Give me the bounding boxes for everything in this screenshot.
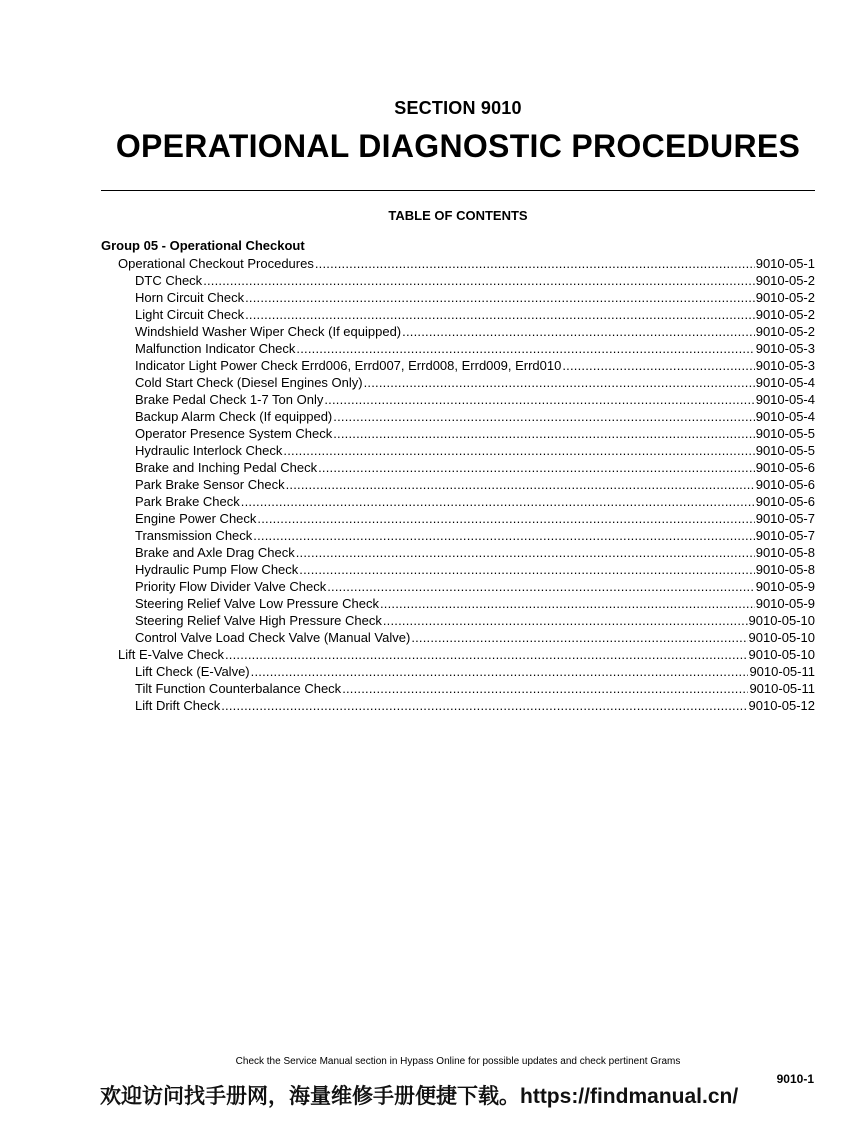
toc-entry-title: Park Brake Sensor Check [135, 477, 285, 492]
toc-entry-title: Park Brake Check [135, 494, 240, 509]
toc-dot-leader [333, 408, 754, 425]
toc-dot-leader [286, 476, 755, 493]
toc-entry[interactable] [101, 578, 815, 595]
toc-entry[interactable] [101, 527, 815, 544]
toc-entry-title: Indicator Light Power Check Errd006, Errd007, Errd008, Errd009, Errd010 [135, 358, 562, 373]
toc-dot-leader [318, 459, 755, 476]
toc-entry-page: 9010-05-2 [755, 273, 815, 288]
toc-entry[interactable] [101, 663, 815, 680]
toc-entry-title: Operator Presence System Check [135, 426, 333, 441]
toc-entry-page: 9010-05-9 [755, 579, 815, 594]
toc-dot-leader [342, 680, 748, 697]
toc-entry-page: 9010-05-11 [749, 681, 815, 696]
toc-entry-page: 9010-05-12 [748, 698, 815, 713]
toc-dot-leader [562, 357, 754, 374]
toc-entry-title: Transmission Check [135, 528, 253, 543]
toc-entry-page: 9010-05-8 [755, 545, 815, 560]
toc-entry[interactable] [101, 255, 815, 272]
toc-entry[interactable] [101, 629, 815, 646]
watermark-text: 欢迎访问找手册网，海量维修手册便捷下载。https://findmanual.cn/ [100, 1085, 739, 1108]
page-title: OPERATIONAL DIAGNOSTIC PROCEDURES [115, 128, 801, 164]
toc-entry[interactable] [101, 306, 815, 323]
toc-dot-leader [333, 425, 754, 442]
toc-entry-page: 9010-05-9 [755, 596, 815, 611]
section-label: SECTION 9010 [394, 98, 522, 118]
toc-entry[interactable] [101, 680, 815, 697]
toc-entry[interactable] [101, 646, 815, 663]
toc-entry-title: Brake and Axle Drag Check [135, 545, 295, 560]
toc-entry-page: 9010-05-7 [755, 511, 815, 526]
toc-entry-page: 9010-05-11 [749, 664, 815, 679]
toc-entry-page: 9010-05-10 [748, 613, 815, 628]
toc-dot-leader [253, 527, 754, 544]
toc-dot-leader [283, 442, 754, 459]
toc-entry-page: 9010-05-1 [755, 256, 815, 271]
toc-dot-leader [257, 510, 754, 527]
toc-entry-title: Malfunction Indicator Check [135, 341, 296, 356]
toc-group-heading: Group 05 - Operational Checkout [101, 238, 305, 253]
toc-entry[interactable] [101, 442, 815, 459]
toc-entry-page: 9010-05-6 [755, 460, 815, 475]
toc-entry-title: Lift E-Valve Check [118, 647, 224, 662]
toc-entry[interactable] [101, 425, 815, 442]
toc-entry-title: Lift Drift Check [135, 698, 221, 713]
toc-entry-title: Hydraulic Interlock Check [135, 443, 283, 458]
toc-entry-page: 9010-05-2 [755, 324, 815, 339]
toc-entry-title: Light Circuit Check [135, 307, 245, 322]
page-number: 9010-1 [776, 1072, 814, 1086]
toc-entry-title: Steering Relief Valve Low Pressure Check [135, 596, 379, 611]
toc-entry-page: 9010-05-2 [755, 307, 815, 322]
toc-entry-page: 9010-05-3 [755, 358, 815, 373]
toc-entry[interactable] [101, 357, 815, 374]
toc-entry-page: 9010-05-3 [755, 341, 815, 356]
toc-entry-title: Backup Alarm Check (If equipped) [135, 409, 333, 424]
toc-entry-title: Control Valve Load Check Valve (Manual Valve) [135, 630, 411, 645]
toc-dot-leader [411, 629, 747, 646]
toc-entry-page: 9010-05-5 [755, 426, 815, 441]
toc-entry[interactable] [101, 544, 815, 561]
toc-dot-leader [296, 340, 754, 357]
toc-dot-leader [364, 374, 755, 391]
toc-entry[interactable] [101, 391, 815, 408]
toc-entry-page: 9010-05-4 [755, 409, 815, 424]
toc-entry-page: 9010-05-5 [755, 443, 815, 458]
toc-entry-title: Horn Circuit Check [135, 290, 245, 305]
toc-entry-page: 9010-05-8 [755, 562, 815, 577]
toc-entry[interactable] [101, 697, 815, 714]
title-divider [101, 190, 815, 191]
toc-entry-page: 9010-05-2 [755, 290, 815, 305]
toc-entry-page: 9010-05-7 [755, 528, 815, 543]
toc-entry-page: 9010-05-6 [755, 477, 815, 492]
toc-dot-leader [383, 612, 748, 629]
toc-entry[interactable] [101, 612, 815, 629]
toc-dot-leader [203, 272, 755, 289]
toc-entry-page: 9010-05-10 [748, 630, 815, 645]
toc-entry[interactable] [101, 493, 815, 510]
toc-entry-page: 9010-05-10 [748, 647, 815, 662]
toc-entry-page: 9010-05-6 [755, 494, 815, 509]
toc-entry-title: Tilt Function Counterbalance Check [135, 681, 342, 696]
toc-entry-page: 9010-05-4 [755, 375, 815, 390]
toc-entry[interactable] [101, 595, 815, 612]
toc-entry-title: Priority Flow Divider Valve Check [135, 579, 327, 594]
toc-dot-leader [296, 544, 755, 561]
toc-entry[interactable] [101, 459, 815, 476]
toc-entry-title: Hydraulic Pump Flow Check [135, 562, 299, 577]
toc-entry-page: 9010-05-4 [755, 392, 815, 407]
toc-entry-title: Engine Power Check [135, 511, 257, 526]
toc-entry-title: Brake Pedal Check 1-7 Ton Only [135, 392, 324, 407]
toc-dot-leader [251, 663, 749, 680]
toc-entry[interactable] [101, 476, 815, 493]
toc-dot-leader [380, 595, 755, 612]
toc-entry[interactable] [101, 374, 815, 391]
toc-entry-title: Brake and Inching Pedal Check [135, 460, 318, 475]
toc-entry[interactable] [101, 340, 815, 357]
toc-entry[interactable] [101, 323, 815, 340]
toc-dot-leader [225, 646, 748, 663]
footer-note: Check the Service Manual section in Hypass Online for possible updates and check pertinent Grams [235, 1056, 681, 1067]
toc-dot-leader [327, 578, 755, 595]
toc-dot-leader [299, 561, 754, 578]
toc-entry[interactable] [101, 408, 815, 425]
toc-dot-leader [245, 306, 755, 323]
toc-dot-leader [324, 391, 754, 408]
toc-dot-leader [402, 323, 755, 340]
toc-dot-leader [245, 289, 755, 306]
toc-dot-leader [221, 697, 747, 714]
toc-heading: TABLE OF CONTENTS [388, 208, 528, 223]
toc-dot-leader [241, 493, 755, 510]
toc-entry[interactable] [101, 289, 815, 306]
toc-entry-title: Lift Check (E-Valve) [135, 664, 250, 679]
toc-entry[interactable] [101, 510, 815, 527]
toc-entry-title: Steering Relief Valve High Pressure Check [135, 613, 382, 628]
toc-entry-title: Cold Start Check (Diesel Engines Only) [135, 375, 363, 390]
toc-entry[interactable] [101, 272, 815, 289]
toc-entry-title: DTC Check [135, 273, 203, 288]
toc-dot-leader [315, 255, 755, 272]
toc-entry[interactable] [101, 561, 815, 578]
toc-entry-title: Windshield Washer Wiper Check (If equipped) [135, 324, 402, 339]
toc-list [101, 255, 815, 714]
toc-entry-title: Operational Checkout Procedures [118, 256, 314, 271]
